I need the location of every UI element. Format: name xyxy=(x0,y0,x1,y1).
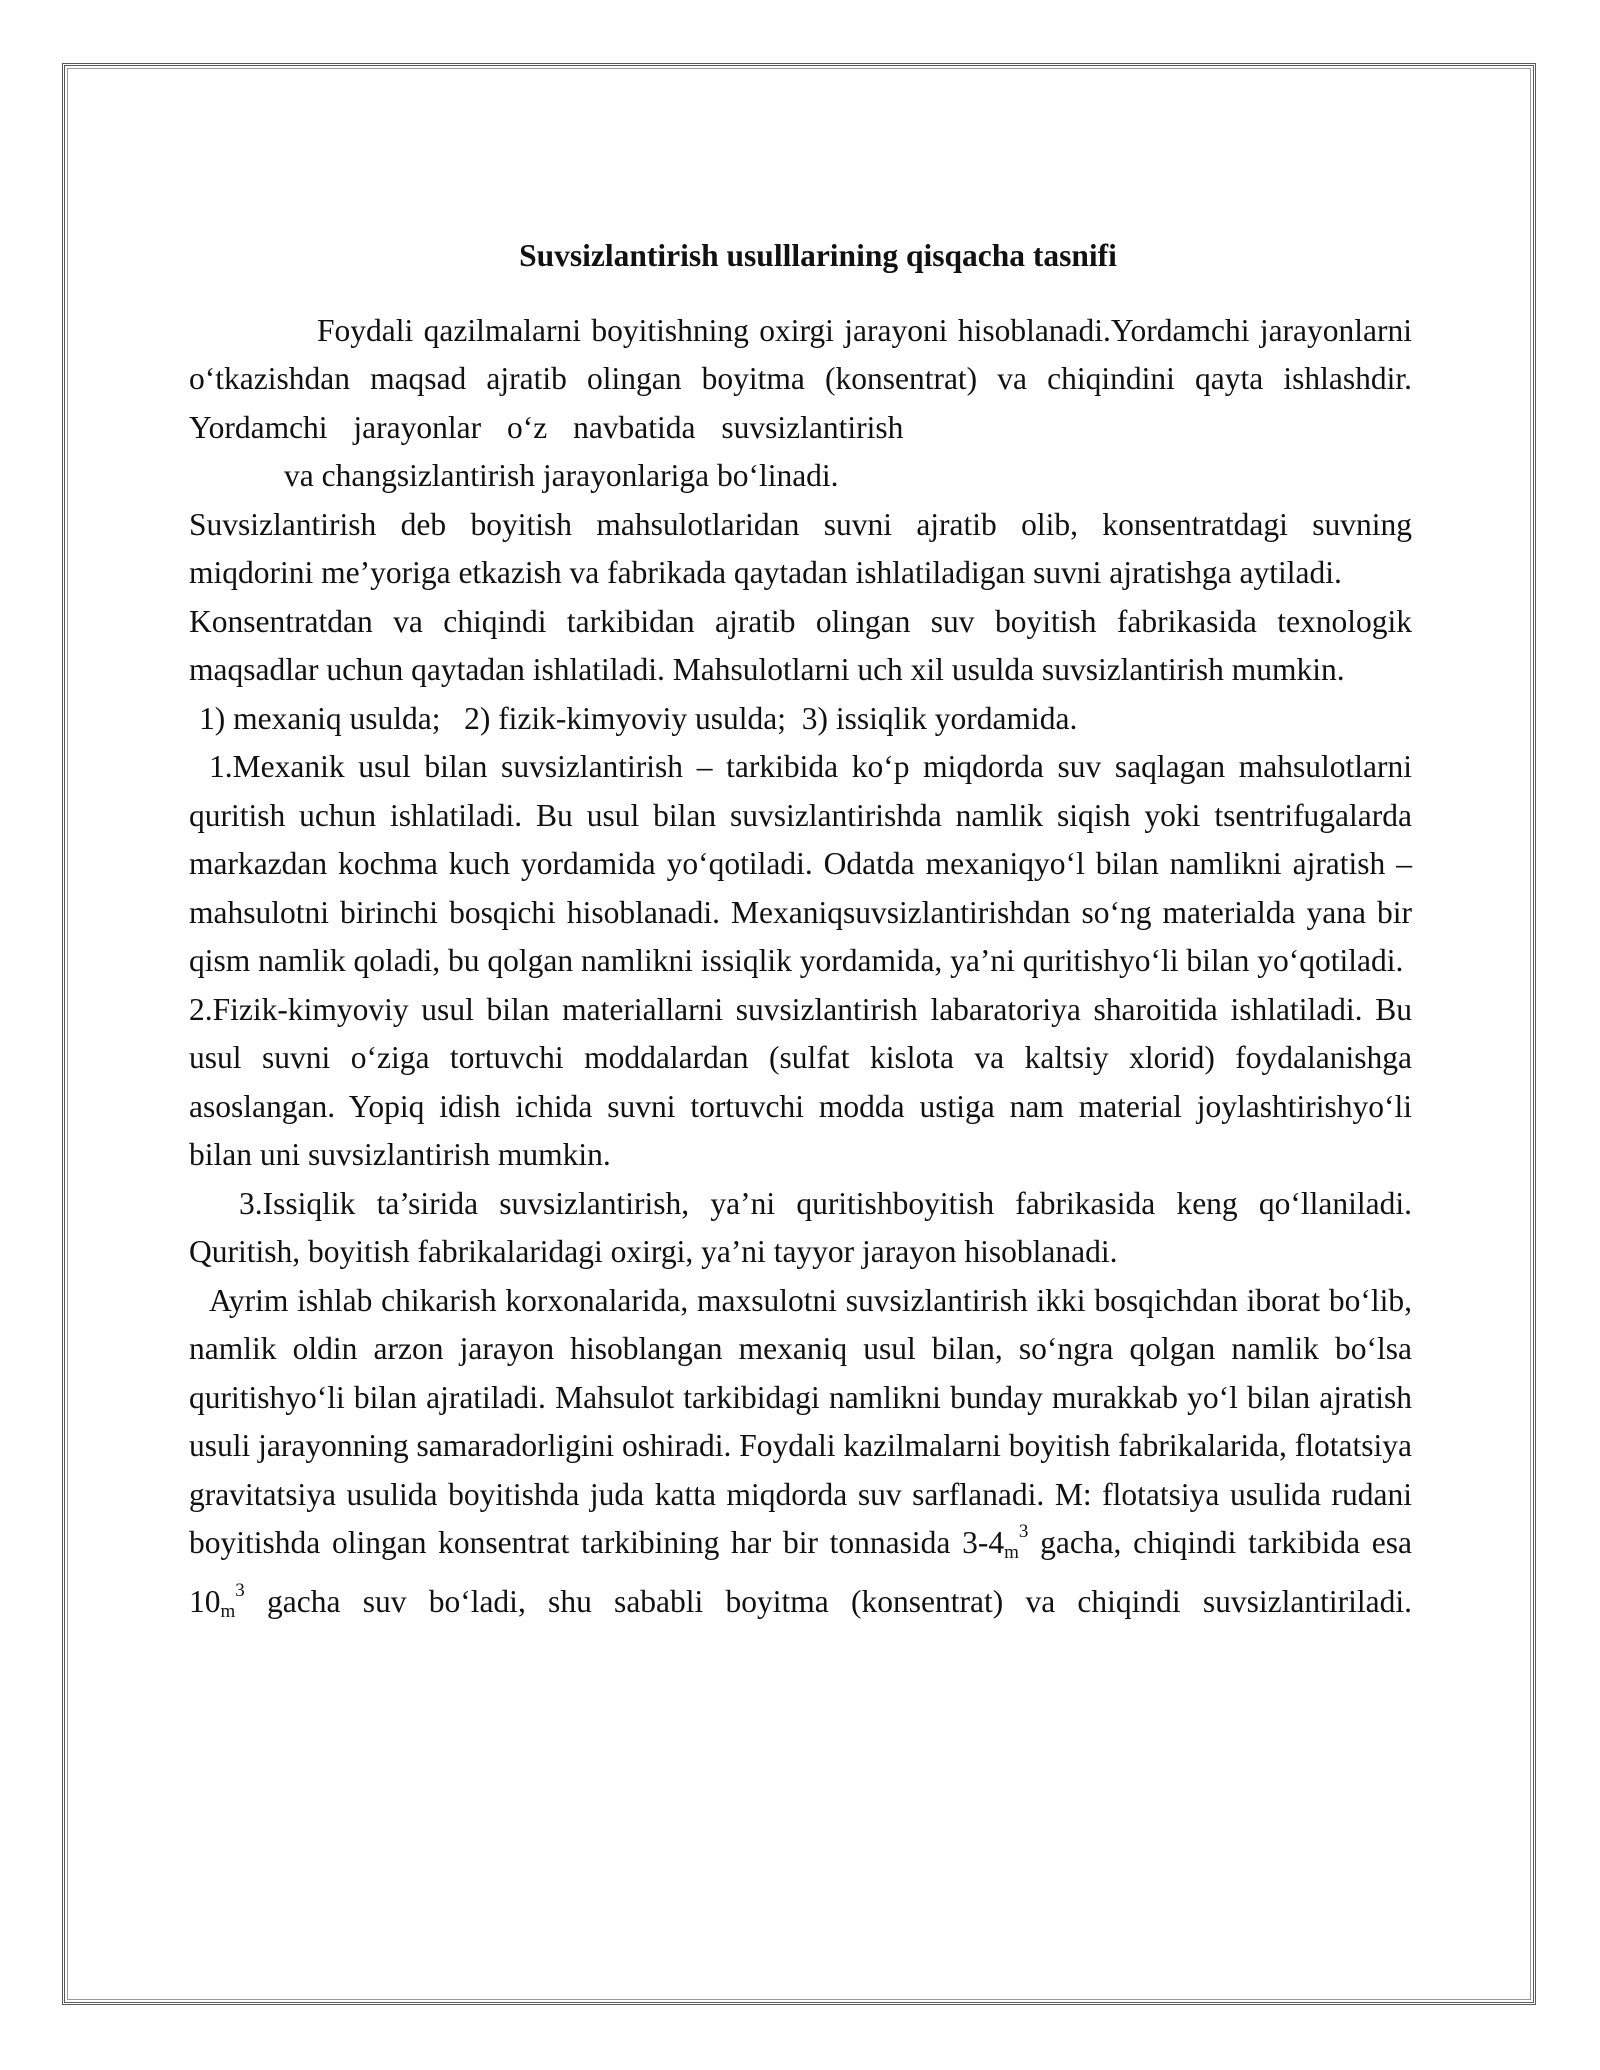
paragraph-1-line-2: Yordamchi jarayonlar o‘z navbatida suvsizlantirish xyxy=(189,409,904,445)
superscript-3-1: 3 xyxy=(1018,1521,1029,1542)
superscript-3-2: 3 xyxy=(235,1579,245,1601)
paragraph-3: Konsentratdan va chiqindi tarkibidan ajratib olingan suv boyitish fabrikasida texnologik maqsadlar uchun qaytadan ishlatiladi. Mahsulotlarni uch xil usulda suvsizlantirish mumkin. xyxy=(189,603,1412,687)
paragraph-1 xyxy=(189,307,1412,453)
paragraph-1-text: Foydali qazilmalarni boyitishning oxirgi jarayoni hisoblanadi.Yordamchi jarayonlarni o‘tkazishdan maqsad ajratib olingan boyitma (konsentrat) va chiqindini qayta ishlashdir. xyxy=(189,312,1412,396)
paragraph-1-line-3: va changsizlantirish jarayonlariga bo‘linadi. xyxy=(284,458,839,493)
unit-m-2: m xyxy=(220,1600,236,1622)
paragraph-thermal: 3.Issiqlik ta’sirida suvsizlantirish, ya’ni quritishboyitish fabrikasida keng qo‘llaniladi. Quritish, boyitish fabrikalaridagi oxirgi, ya’ni tayyor jarayon hisoblanadi. xyxy=(189,1185,1412,1269)
paragraph-2: Suvsizlantirish deb boyitish mahsulotlaridan suvni ajratib olib, konsentratdagi suvning miqdorini me’yoriga etkazish va fabrikada qaytadan ishlatiladigan suvni ajratishga aytiladi. xyxy=(189,506,1412,590)
paragraph-two-stage-mid: gacha, chiqindi tarkibida esa 10 xyxy=(189,1525,1412,1619)
paragraph-two-stage xyxy=(189,1277,1412,1637)
document-title: Suvsizlantirish usulllarining qisqacha tasnifi xyxy=(519,238,1117,273)
paragraph-two-stage-end: gacha suv bo‘ladi, shu sababli boyitma (konsentrat) va chiqindi suvsizlantiriladi. xyxy=(244,1583,1412,1619)
document-body xyxy=(189,232,1412,1636)
methods-list: 1) mexaniq usulda; 2) fizik-kimyoviy usulda; 3) issiqlik yordamida. xyxy=(199,700,1078,736)
paragraph-physicochemical: 2.Fizik-kimyoviy usul bilan materiallarni suvsizlantirish labaratoriya sharoitida ishlatiladi. Bu usul suvni o‘ziga tortuvchi moddalardan (sulfat kislota va kaltsiy xlorid) foydalanishga asoslangan. Yopiq idish ichida suvni tortuvchi modda ustiga nam material joylashtirishyo‘li bilan uni suvsizlantirish mumkin. xyxy=(189,991,1412,1172)
unit-m-1: m xyxy=(1004,1542,1019,1563)
paragraph-two-stage-text: Ayrim ishlab chikarish korxonalarida, maxsulotni suvsizlantirish ikki bosqichdan iborat bo‘lib, namlik oldin arzon jarayon hisoblangan mexaniq usul bilan, so‘ngra qolgan namlik bo‘lsa quritishyo‘li bilan ajratiladi. Mahsulot tarkibidagi namlikni bunday murakkab yo‘l bilan ajratish usuli jarayonning samaradorligini oshiradi. Foydali kazilmalarni boyitish fabrikalarida, flotatsiya gravitatsiya usulida boyitishda juda katta miqdorda suv sarflanadi. M: flotatsiya usulida rudani boyitishda olingan konsentrat tarkibining har bir tonnasida 3-4 xyxy=(189,1282,1412,1560)
paragraph-mechanical: 1.Mexanik usul bilan suvsizlantirish – tarkibida ko‘p miqdorda suv saqlagan mahsulotlarni quritish uchun ishlatiladi. Bu usul bilan suvsizlantirishda namlik siqish yoki tsentrifugalarda markazdan kochma kuch yordamida yo‘qotiladi. Odatda mexaniqyo‘l bilan namlikni ajratish – mahsulotni birinchi bosqichi hisoblanadi. Mexaniqsuvsizlantirishdan so‘ng materialda yana bir qism namlik qoladi, bu qolgan namlikni issiqlik yordamida, ya’ni quritishyo‘li bilan yo‘qotiladi. xyxy=(189,749,1412,978)
